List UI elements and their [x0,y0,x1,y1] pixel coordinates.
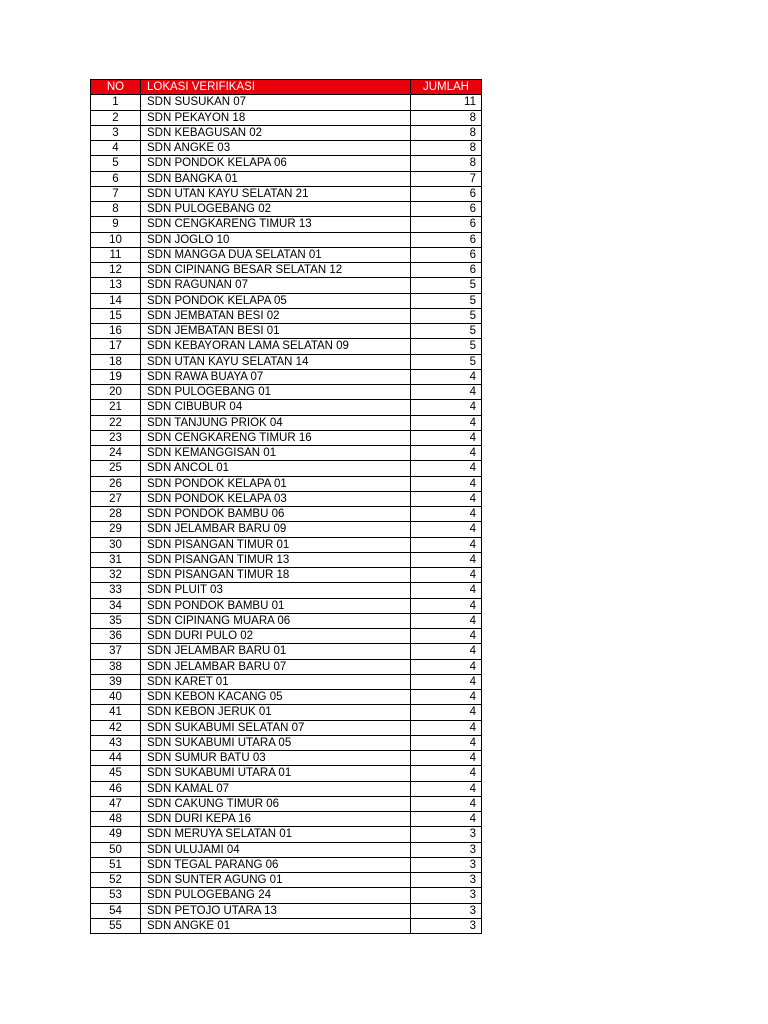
table-row [91,568,482,583]
row-number-cell: 24 [91,446,141,461]
count-cell: 5 [411,339,482,354]
location-cell: SDN DURI KEPA 16 [141,812,411,827]
location-cell: SDN KEBAGUSAN 02 [141,125,411,140]
location-cell: SDN PULOGEBANG 02 [141,202,411,217]
table-row [91,95,482,110]
count-cell: 4 [411,796,482,811]
row-number-cell: 48 [91,812,141,827]
count-cell: 4 [411,385,482,400]
location-cell: SDN ANGKE 03 [141,141,411,156]
table-row [91,125,482,140]
row-number-cell: 52 [91,873,141,888]
count-cell: 4 [411,613,482,628]
row-number-cell: 28 [91,507,141,522]
table-row [91,202,482,217]
row-number-cell: 17 [91,339,141,354]
table-row [91,598,482,613]
row-number-cell: 30 [91,537,141,552]
location-cell: SDN ANCOL 01 [141,461,411,476]
row-number-cell: 23 [91,430,141,445]
count-cell: 4 [411,751,482,766]
row-number-cell: 46 [91,781,141,796]
table-row [91,583,482,598]
count-cell: 8 [411,125,482,140]
location-cell: SDN PEKAYON 18 [141,110,411,125]
location-cell: SDN KAMAL 07 [141,781,411,796]
count-cell: 4 [411,766,482,781]
location-cell: SDN SUKABUMI UTARA 05 [141,735,411,750]
row-number-cell: 27 [91,491,141,506]
row-number-cell: 40 [91,690,141,705]
location-cell: SDN UTAN KAYU SELATAN 21 [141,186,411,201]
location-cell: SDN CIPINANG MUARA 06 [141,613,411,628]
row-number-cell: 7 [91,186,141,201]
count-cell: 3 [411,918,482,933]
count-cell: 4 [411,583,482,598]
table-row [91,186,482,201]
table-row [91,613,482,628]
location-cell: SDN PULOGEBANG 24 [141,888,411,903]
row-number-cell: 32 [91,568,141,583]
location-cell: SDN JEMBATAN BESI 02 [141,308,411,323]
count-cell: 3 [411,888,482,903]
header-no: NO [91,80,141,95]
location-cell: SDN KEMANGGISAN 01 [141,446,411,461]
table-row [91,354,482,369]
row-number-cell: 6 [91,171,141,186]
count-cell: 5 [411,324,482,339]
location-cell: SDN SUKABUMI UTARA 01 [141,766,411,781]
location-cell: SDN CAKUNG TIMUR 06 [141,796,411,811]
verification-sheet [90,79,482,934]
count-cell: 6 [411,202,482,217]
location-cell: SDN RAWA BUAYA 07 [141,369,411,384]
table-row [91,339,482,354]
table-row [91,796,482,811]
table-row [91,690,482,705]
table-row [91,537,482,552]
table-row [91,369,482,384]
row-number-cell: 51 [91,857,141,872]
row-number-cell: 47 [91,796,141,811]
table-row [91,247,482,262]
row-number-cell: 18 [91,354,141,369]
count-cell: 4 [411,568,482,583]
location-cell: SDN PONDOK KELAPA 03 [141,491,411,506]
row-number-cell: 39 [91,674,141,689]
table-row [91,888,482,903]
count-cell: 4 [411,690,482,705]
count-cell: 4 [411,369,482,384]
header-count: JUMLAH [411,80,482,95]
row-number-cell: 2 [91,110,141,125]
location-cell: SDN KEBAYORAN LAMA SELATAN 09 [141,339,411,354]
location-cell: SDN DURI PULO 02 [141,629,411,644]
row-number-cell: 10 [91,232,141,247]
table-row [91,842,482,857]
location-cell: SDN JELAMBAR BARU 07 [141,659,411,674]
count-cell: 4 [411,598,482,613]
count-cell: 4 [411,400,482,415]
table-row [91,415,482,430]
location-cell: SDN KEBON KACANG 05 [141,690,411,705]
row-number-cell: 8 [91,202,141,217]
table-row [91,522,482,537]
count-cell: 8 [411,156,482,171]
table-row [91,720,482,735]
location-cell: SDN PULOGEBANG 01 [141,385,411,400]
location-cell: SDN KARET 01 [141,674,411,689]
row-number-cell: 31 [91,552,141,567]
row-number-cell: 20 [91,385,141,400]
table-row [91,430,482,445]
table-header [91,80,482,95]
table-row [91,552,482,567]
row-number-cell: 11 [91,247,141,262]
count-cell: 4 [411,659,482,674]
table-row [91,446,482,461]
row-number-cell: 4 [91,141,141,156]
location-cell: SDN PLUIT 03 [141,583,411,598]
count-cell: 3 [411,842,482,857]
row-number-cell: 29 [91,522,141,537]
table-row [91,476,482,491]
row-number-cell: 14 [91,293,141,308]
count-cell: 7 [411,171,482,186]
table-row [91,217,482,232]
row-number-cell: 19 [91,369,141,384]
count-cell: 5 [411,278,482,293]
row-number-cell: 15 [91,308,141,323]
row-number-cell: 45 [91,766,141,781]
location-cell: SDN UTAN KAYU SELATAN 14 [141,354,411,369]
table-row [91,507,482,522]
count-cell: 6 [411,186,482,201]
location-cell: SDN JEMBATAN BESI 01 [141,324,411,339]
table-row [91,385,482,400]
row-number-cell: 50 [91,842,141,857]
table-row [91,491,482,506]
row-number-cell: 33 [91,583,141,598]
count-cell: 3 [411,873,482,888]
table-row [91,812,482,827]
count-cell: 4 [411,674,482,689]
location-cell: SDN ULUJAMI 04 [141,842,411,857]
location-cell: SDN CIPINANG BESAR SELATAN 12 [141,263,411,278]
table-row [91,781,482,796]
table-body [91,95,482,934]
table-row [91,751,482,766]
row-number-cell: 37 [91,644,141,659]
count-cell: 4 [411,476,482,491]
header-row [91,80,482,95]
table-row [91,324,482,339]
location-cell: SDN MERUYA SELATAN 01 [141,827,411,842]
count-cell: 4 [411,522,482,537]
row-number-cell: 12 [91,263,141,278]
row-number-cell: 25 [91,461,141,476]
location-cell: SDN PONDOK BAMBU 06 [141,507,411,522]
location-cell: SDN KEBON JERUK 01 [141,705,411,720]
count-cell: 11 [411,95,482,110]
row-number-cell: 5 [91,156,141,171]
table-row [91,156,482,171]
count-cell: 6 [411,247,482,262]
count-cell: 5 [411,293,482,308]
table-row [91,674,482,689]
table-row [91,278,482,293]
location-cell: SDN TANJUNG PRIOK 04 [141,415,411,430]
location-cell: SDN ANGKE 01 [141,918,411,933]
row-number-cell: 9 [91,217,141,232]
location-cell: SDN PONDOK KELAPA 06 [141,156,411,171]
row-number-cell: 3 [91,125,141,140]
count-cell: 4 [411,507,482,522]
table-row [91,705,482,720]
location-cell: SDN PISANGAN TIMUR 18 [141,568,411,583]
table-row [91,857,482,872]
location-cell: SDN SUMUR BATU 03 [141,751,411,766]
count-cell: 3 [411,857,482,872]
count-cell: 4 [411,735,482,750]
row-number-cell: 1 [91,95,141,110]
location-cell: SDN CENGKARENG TIMUR 13 [141,217,411,232]
table-row [91,141,482,156]
header-location: LOKASI VERIFIKASI [141,80,411,95]
location-cell: SDN TEGAL PARANG 06 [141,857,411,872]
count-cell: 6 [411,263,482,278]
count-cell: 8 [411,141,482,156]
count-cell: 4 [411,537,482,552]
location-cell: SDN JELAMBAR BARU 09 [141,522,411,537]
count-cell: 4 [411,446,482,461]
row-number-cell: 34 [91,598,141,613]
location-cell: SDN PISANGAN TIMUR 13 [141,552,411,567]
location-cell: SDN PONDOK KELAPA 05 [141,293,411,308]
row-number-cell: 42 [91,720,141,735]
table-row [91,903,482,918]
row-number-cell: 43 [91,735,141,750]
location-cell: SDN SUSUKAN 07 [141,95,411,110]
location-cell: SDN SUNTER AGUNG 01 [141,873,411,888]
table-row [91,873,482,888]
location-cell: SDN SUKABUMI SELATAN 07 [141,720,411,735]
table-row [91,735,482,750]
count-cell: 4 [411,720,482,735]
location-cell: SDN JELAMBAR BARU 01 [141,644,411,659]
table-row [91,629,482,644]
count-cell: 4 [411,644,482,659]
location-cell: SDN MANGGA DUA SELATAN 01 [141,247,411,262]
location-cell: SDN PONDOK BAMBU 01 [141,598,411,613]
table-row [91,293,482,308]
count-cell: 4 [411,415,482,430]
table-row [91,766,482,781]
location-cell: SDN PISANGAN TIMUR 01 [141,537,411,552]
row-number-cell: 44 [91,751,141,766]
table-row [91,644,482,659]
table-row [91,461,482,476]
count-cell: 4 [411,629,482,644]
location-cell: SDN CIBUBUR 04 [141,400,411,415]
table-row [91,110,482,125]
table-row [91,308,482,323]
table-row [91,171,482,186]
row-number-cell: 55 [91,918,141,933]
count-cell: 6 [411,217,482,232]
table-row [91,827,482,842]
count-cell: 8 [411,110,482,125]
count-cell: 4 [411,705,482,720]
count-cell: 3 [411,903,482,918]
count-cell: 4 [411,552,482,567]
row-number-cell: 16 [91,324,141,339]
verification-table [90,79,482,934]
row-number-cell: 35 [91,613,141,628]
location-cell: SDN JOGLO 10 [141,232,411,247]
table-row [91,659,482,674]
row-number-cell: 49 [91,827,141,842]
row-number-cell: 13 [91,278,141,293]
location-cell: SDN BANGKA 01 [141,171,411,186]
count-cell: 6 [411,232,482,247]
count-cell: 5 [411,308,482,323]
count-cell: 4 [411,430,482,445]
count-cell: 4 [411,491,482,506]
count-cell: 5 [411,354,482,369]
row-number-cell: 36 [91,629,141,644]
row-number-cell: 53 [91,888,141,903]
location-cell: SDN PETOJO UTARA 13 [141,903,411,918]
table-row [91,232,482,247]
location-cell: SDN CENGKARENG TIMUR 16 [141,430,411,445]
row-number-cell: 22 [91,415,141,430]
row-number-cell: 38 [91,659,141,674]
table-row [91,263,482,278]
table-row [91,400,482,415]
table-row [91,918,482,933]
location-cell: SDN RAGUNAN 07 [141,278,411,293]
row-number-cell: 41 [91,705,141,720]
location-cell: SDN PONDOK KELAPA 01 [141,476,411,491]
count-cell: 3 [411,827,482,842]
count-cell: 4 [411,461,482,476]
count-cell: 4 [411,781,482,796]
row-number-cell: 21 [91,400,141,415]
count-cell: 4 [411,812,482,827]
row-number-cell: 54 [91,903,141,918]
row-number-cell: 26 [91,476,141,491]
